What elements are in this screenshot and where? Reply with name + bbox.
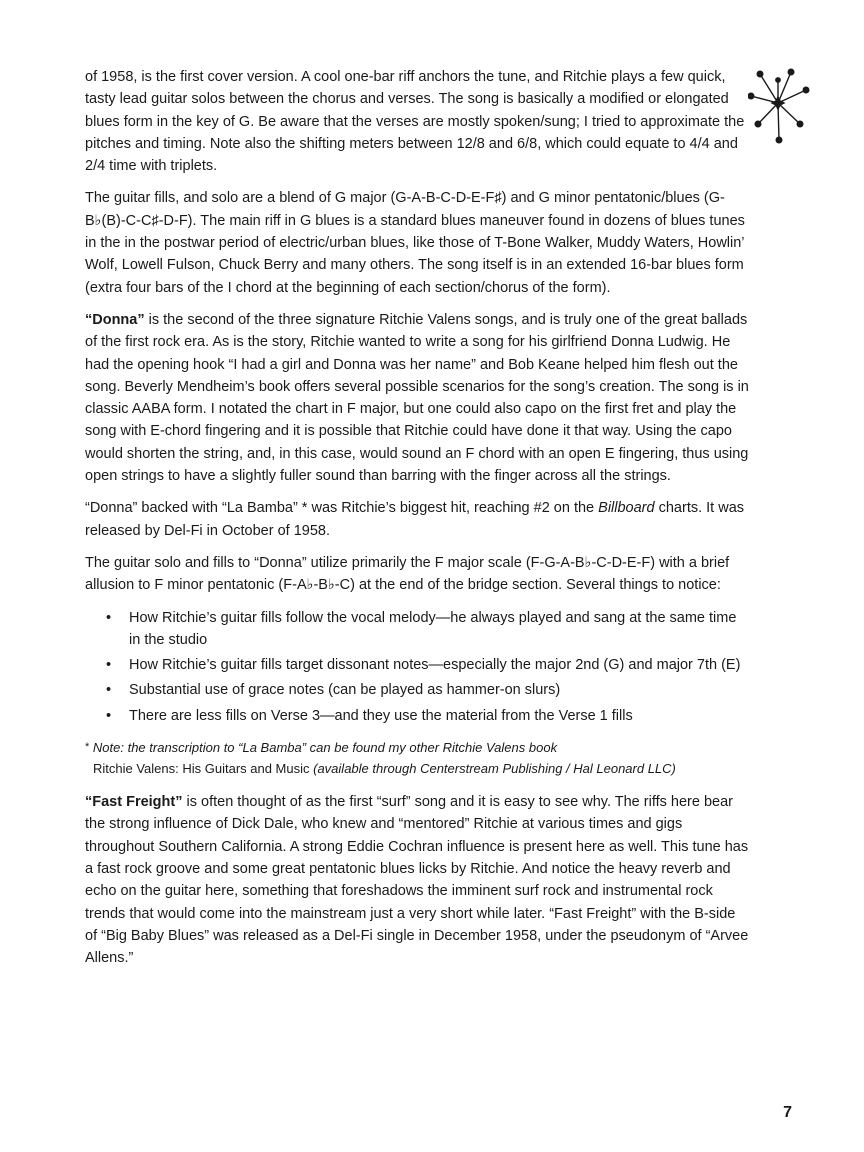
bullet-icon: • — [106, 609, 112, 626]
notice-list — [85, 607, 749, 727]
list-item — [106, 705, 749, 727]
paragraph-intro-continued: of 1958, is the first cover version. A cool one-bar riff anchors the tune, and Ritchie plays a few quick, tasty lead guitar solos between the chorus and verses. The song is basically a modified or elongated blues form in the key of G. Be aware that the verses are mostly spoken/sung; I tried to approximate the pitches and timing. Note also the shifting meters between 12/8 and 6/8, which could equate to 4/4 and 2/4 time with triplets. — [85, 69, 745, 175]
footnote-line-2 — [85, 759, 749, 780]
paragraph-donna-text: is the second of the three signature Ritchie Valens songs, and is truly one of the great ballads of the first rock era. As is the story, Ritchie wanted to write a song for his girlfriend Donna Ludwig. He had the opening hook “I had a girl and Donna was her name” and Bob Keane helped him flesh out the song. Beverly Mendheim’s book offers several possible scenarios for the song’s creation. The song is in classic AABA form. I notated the chart in F major, but one could also capo on the first fret and play the song with E-chord fingering and it is possible that Ritchie could have done it that way. Using the capo would shorten the string, and, in this case, would sound an F chord with an open E fingering, thus using open strings to have a slightly fuller sound than barring with the finger across all the strings. — [85, 311, 749, 485]
bullet-icon: • — [106, 707, 112, 724]
paragraph-donna-solo: The guitar solo and fills to “Donna” utilize primarily the F major scale (F-G-A-B♭-C-D-E-F) with a brief allusion to F minor pentatonic (F-A♭-B♭-C) at the end of the bridge section. Several things to notice: — [85, 554, 730, 594]
footnote-line-1 — [85, 737, 749, 759]
atomic-starburst-icon — [748, 66, 810, 144]
list-item-text: Substantial use of grace notes (can be played as hammer-on slurs) — [129, 682, 561, 699]
list-item — [106, 679, 749, 701]
paragraph-donna — [85, 309, 749, 487]
footnote-publisher: (available through Centerstream Publishing / Hal Leonard LLC) — [313, 760, 676, 776]
page-body — [85, 66, 749, 979]
paragraph-fast-freight-text: is often thought of as the first “surf” song and it is easy to see why. The riffs here bear the strong influence of Dick Dale, who knew and “mentored” Ritchie at various times and gigs throughout Southern California. A strong Eddie Cochran influence is present here as well. This tune has a fast rock groove and some great pentatonic blues licks by Ritchie. And notice the heavy reverb and echo on the guitar here, something that foreshadows the imminent surf rock and instrumental rock trends that would come into the mainstream just a very short while later. “Fast Freight” with the B-side of “Big Baby Blues” was released as a Del-Fi single in December 1958, under the pseudonym of “Arvee Allens.” — [85, 794, 749, 967]
footnote — [85, 737, 749, 779]
footnote-mark: * — [85, 741, 90, 754]
list-item — [106, 607, 749, 652]
paragraph-donna-chart-b: charts. It was released by Del-Fi in October of 1958. — [85, 500, 745, 539]
bullet-icon: • — [106, 657, 112, 674]
paragraph-fast-freight — [85, 791, 749, 969]
footnote-book-title: Ritchie Valens: His Guitars and Music — [93, 760, 314, 776]
paragraph-donna-chart-a: “Donna” backed with “La Bamba” * was Ritchie’s biggest hit, reaching #2 on the — [85, 500, 599, 517]
page-number: 7 — [783, 1104, 792, 1121]
footnote-note: Note: the transcription to “La Bamba” can be found my other Ritchie Valens book — [92, 740, 558, 756]
song-title-donna: “Donna” — [85, 311, 145, 328]
billboard-title: Billboard — [598, 500, 655, 517]
list-item-text: There are less fills on Verse 3—and they use the material from the Verse 1 fills — [129, 707, 633, 724]
song-title-fast-freight: “Fast Freight” — [85, 794, 183, 811]
list-item-text: How Ritchie’s guitar fills follow the vocal melody—he always played and sang at the same time in the studio — [129, 609, 737, 648]
paragraph-donna-chart — [85, 497, 749, 542]
list-item-text: How Ritchie’s guitar fills target dissonant notes—especially the major 2nd (G) and major 7th (E) — [129, 657, 741, 674]
list-item — [106, 654, 749, 676]
bullet-icon: • — [106, 682, 112, 699]
paragraph-guitar-fills: The guitar fills, and solo are a blend of G major (G-A-B-C-D-E-F♯) and G minor pentatonic/blues (G-B♭(B)-C-C♯-D-F). The main riff in G blues is a standard blues maneuver found in dozens of blues tunes in the in the postwar period of electric/urban blues, like those of T-Bone Walker, Muddy Waters, Howlin’ Wolf, Lowell Fulson, Chuck Berry and many others. The song itself is in an extended 16-bar blues form (extra four bars of the I chord at the beginning of each section/chorus of the form). — [85, 190, 745, 296]
